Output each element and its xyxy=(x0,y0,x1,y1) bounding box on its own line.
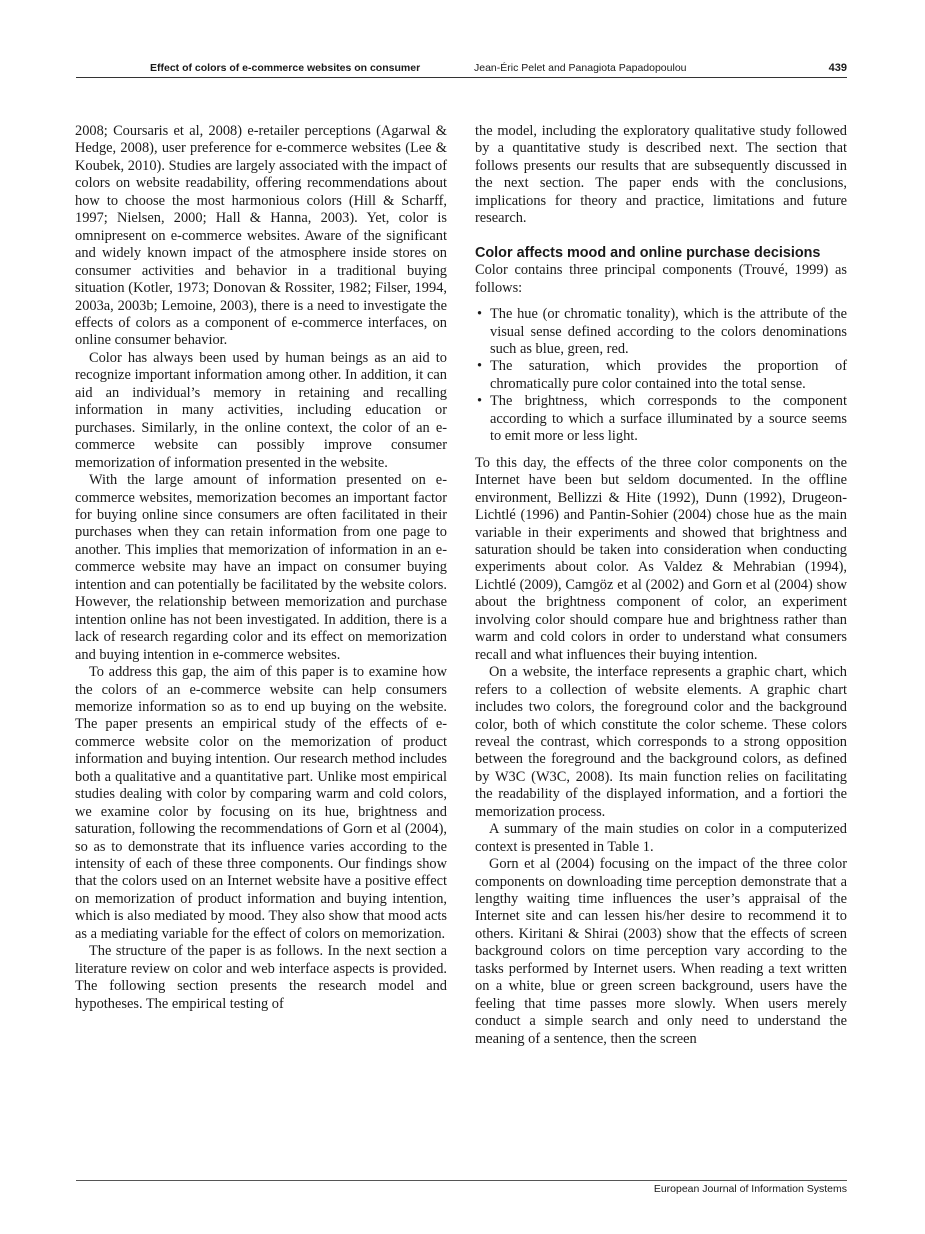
list-item-text: The saturation, which provides the proportion of chromatically pure color contained into the total sense. xyxy=(490,358,847,392)
journal-footer: European Journal of Information Systems xyxy=(653,1183,847,1195)
list-item xyxy=(475,393,847,445)
body-paragraph: To this day, the effects of the three color components on the Internet have been but seldom documented. In the offline environment, Bellizzi & Hite (1992), Dunn (1992), Drugeon-Lichtlé (1996) and Pantin-Sohier (2004) chose hue as the main variable in their experiments and showed that brightness and saturation should be taken into consideration when conducting experiments about color. As Valdez & Mehrabian (1994), Lichtlé (2009), Camgöz et al (2002) and Gorn et al (2004) show about the brightness component of color, an experiment involving color should compare hue and brightness rather than warm and cold colors in order to understand what consumers recall and what influences their buying intention. xyxy=(475,454,847,663)
body-paragraph: Gorn et al (2004) focusing on the impact of the three color components on downloading time perception demonstrate that a lengthy waiting time influences the user’s appraisal of the Internet site and can lessen his/her desire to recommend it to others. Kiritani & Shirai (2003) show that the effects of screen background colors on time perception vary according to the tasks performed by Internet users. When reading a text written on a white, blue or green screen background, users have the feeling that time passes more slowly. When users merely conduct a simple search and only need to understand the meaning of a sentence, then the screen xyxy=(475,856,847,1047)
header-divider xyxy=(76,77,847,78)
list-item xyxy=(475,306,847,358)
list-item xyxy=(475,358,847,393)
bullet-icon: • xyxy=(477,358,483,375)
running-authors: Jean-Éric Pelet and Panagiota Papadopoulou xyxy=(474,62,687,74)
body-paragraph: On a website, the interface represents a graphic chart, which refers to a collection of website elements. A graphic chart includes two colors, the foreground color and the background color, both of which constitute the color scheme. These colors reveal the contrast, which corresponds to a strong opposition between the foreground and the background colors, as defined by W3C (W3C, 2008). Its main function relies on facilitating the readability of the displayed information, and a fortiori the memorization process. xyxy=(475,664,847,820)
body-paragraph: The structure of the paper is as follows. In the next section a literature review on color and web interface aspects is provided. The following section presents the research model and hypotheses. The empirical testing of xyxy=(75,943,447,1012)
body-paragraph: 2008; Coursaris et al, 2008) e-retailer perceptions (Agarwal & Hedge, 2008), user preference for e-commerce websites (Lee & Koubek, 2010). Studies are largely associated with the impact of colors on website readability, offering recommendations about how to choose the most harmonious colors (Hill & Scharff, 1997; Nielsen, 2000; Hall & Hanna, 2003). Yet, color is omnipresent on e-commerce websites. Aware of the significant and widely known impact of the atmosphere inside stores on consumer activities and behavior in a traditional buying situation (Kotler, 1973; Donovan & Rossiter, 1982; Filser, 1994, 2003a, 2003b; Lemoine, 2003), there is a need to investigate the effects of colors as a component of e-commerce interfaces, on online consumer behavior. xyxy=(75,123,447,349)
body-paragraph: the model, including the exploratory qualitative study followed by a quantitative study is described next. The section that follows presents our results that are subsequently discussed in the next section. The paper ends with the conclusions, implications for theory and practice, limitations and future research. xyxy=(475,123,847,227)
list-item-text: The brightness, which corresponds to the component according to which a surface illuminated by a source seems to emit more or less light. xyxy=(490,393,847,445)
section-heading: Color affects mood and online purchase decisions xyxy=(475,244,821,261)
footer-divider xyxy=(76,1180,847,1181)
body-paragraph: To address this gap, the aim of this paper is to examine how the colors of an e-commerce website can help consumers memorize information so as to end up buying on the website. The paper presents an empirical study of the effects of e-commerce website color on the memorization of product information and buying intention. Our research method includes both a qualitative and a quantitative part. Unlike most empirical studies dealing with color by comparing warm and cold colors, we examine color by focusing on its hue, brightness and saturation, following the recommendations of Gorn et al (2004), so as to demonstrate that its influence varies according to the intensity of each of these three components. Our findings show that the colors used on an Internet website have a positive effect on memorization of product information and buying intention, which is also mediated by mood. They also show that mood acts as a mediating variable for the effect of colors on memorization. xyxy=(75,664,447,942)
body-paragraph: Color has always been used by human beings as an aid to recognize important information among other. In addition, it can aid an individual’s memory in retaining and recalling information in many activities, including education or purchases. Similarly, in the online context, the color of an e-commerce website can possibly improve consumer memorization of information presented in the website. xyxy=(75,349,447,471)
component-list xyxy=(475,306,847,446)
body-paragraph: A summary of the main studies on color in a computerized context is presented in Table 1. xyxy=(475,821,847,855)
bullet-icon: • xyxy=(477,306,483,323)
list-item-text: The hue (or chromatic tonality), which is the attribute of the visual sense defined according to the colors denominations such as blue, green, red. xyxy=(490,306,847,357)
bullet-icon: • xyxy=(477,393,483,410)
right-column xyxy=(475,123,847,1048)
left-column xyxy=(75,123,447,1013)
page-number: 439 xyxy=(828,62,847,74)
body-paragraph: With the large amount of information presented on e-commerce websites, memorization becomes an important factor for buying online since consumers are often facilitated in their purchases when they can retain information from one page to another. This implies that memorization of information in an e-commerce website may have an impact on consumer buying intention and can potentially be facilitated by the website colors. However, the relationship between memorization and purchase intention online has not been investigated. In addition, there is a lack of research regarding color and its effect on memorization and buying intention in e-commerce websites. xyxy=(75,472,447,663)
section-intro: Color contains three principal components (Trouvé, 1999) as follows: xyxy=(475,262,847,296)
running-title: Effect of colors of e-commerce websites on consumer xyxy=(150,62,421,74)
running-header xyxy=(76,62,847,76)
